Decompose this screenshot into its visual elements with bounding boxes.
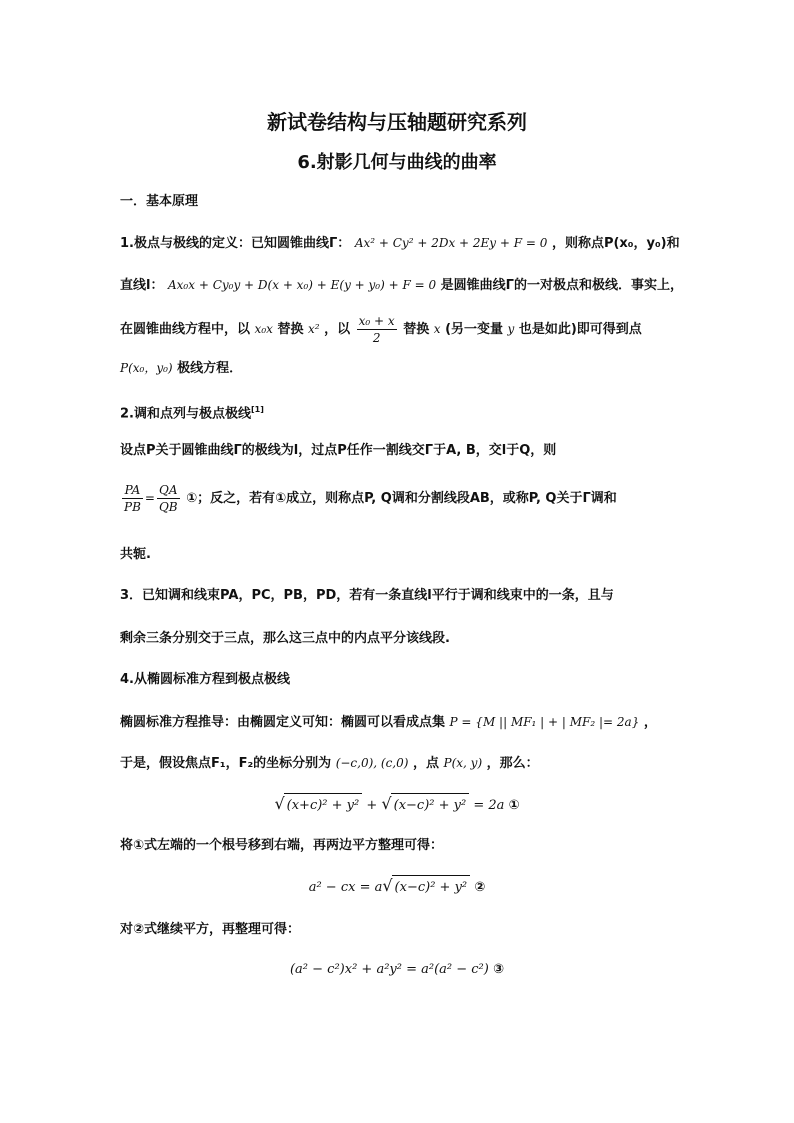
paragraph-2-line-2	[120, 480, 680, 517]
plus-sign: +	[366, 798, 378, 813]
fraction-denominator: 2	[372, 331, 381, 345]
p1-line3-g: x	[433, 322, 441, 336]
p1-line3-b: x₀x	[254, 322, 273, 336]
p4-line2-c: ，那么：	[486, 756, 539, 771]
equation-2	[0, 874, 794, 900]
sqrt-symbol: √	[382, 876, 393, 895]
ellipse-set-definition: P = {M || MF₁ | + | MF₂ |= 2a}	[449, 715, 640, 729]
fraction-denominator: QB	[158, 500, 178, 514]
p4-line1-b: ，	[643, 715, 657, 730]
p1-line3-j: 也是如此)即可得到点	[518, 322, 642, 337]
paragraph-3-line-1: 3．已知调和线束PA，PC，PB，PD，若有一条直线l平行于调和线束中的一条，且与	[120, 588, 614, 603]
paragraph-2-line-1: 设点P关于圆锥曲线Γ的极线为l，过点P任作一割线交Γ于A, B，交l于Q，则	[120, 443, 557, 458]
fraction-numerator: QA	[157, 482, 180, 499]
p2-heading: 2.调和点列与极点极线	[120, 406, 251, 422]
p1-line4-a: P(x₀，y₀)	[120, 361, 173, 375]
p1-line2-a: 直线l：	[120, 278, 164, 293]
p1-line3-d: x²	[307, 322, 320, 336]
paragraph-1-line-4	[120, 358, 680, 379]
fraction-qa-qb	[157, 482, 180, 515]
p1-line3-f: 替换	[403, 322, 430, 337]
document-title: 新试卷结构与压轴题研究系列	[267, 110, 527, 134]
section-heading: 一．基本原理	[120, 194, 199, 209]
p1-line2-b: 是圆锥曲线Γ的一对极点和极线．事实上，	[440, 278, 683, 293]
p1-line3-e: ，以	[324, 322, 351, 337]
paragraph-3-line-2: 剩余三条分别交于三点，那么这三点中的内点平分该线段.	[120, 631, 450, 646]
equation-1-rhs: = 2a	[473, 798, 505, 813]
equation-3-mark: ③	[492, 962, 504, 977]
radicand-1: (x+c)² + y²	[284, 793, 363, 818]
p1-equation: Ax² + Cy² + 2Dx + 2Ey + F = 0	[354, 236, 548, 250]
paragraph-1-line-1	[120, 233, 680, 254]
sqrt-symbol: √	[274, 794, 285, 813]
p1-line3-a: 在圆锥曲线方程中，以	[120, 322, 251, 337]
equation-3	[0, 958, 794, 982]
p1-heading: 1.极点与极线的定义：已知圆锥曲线Γ：	[120, 236, 351, 251]
equation-2-mark: ②	[474, 880, 486, 895]
paragraph-4-line-1	[120, 712, 680, 733]
fraction-numerator: PA	[122, 482, 143, 499]
equation-1	[0, 792, 794, 818]
fraction-pa-pb	[122, 482, 143, 515]
equation-3-body: (a² − c²)x² + a²y² = a²(a² − c²)	[289, 962, 489, 977]
equation-2-lhs: a² − cx = a	[308, 880, 383, 895]
reference-mark: [1]	[250, 405, 264, 414]
p2-line2-tail: ①；反之，若有①成立，则称点P, Q调和分割线段AB，或称P, Q关于Γ调和	[186, 491, 617, 506]
p4-line2-a: 于是，假设焦点F₁，F₂的坐标分别为	[120, 756, 332, 771]
p4-line1-a: 椭圆标准方程推导：由椭圆定义可知：椭圆可以看成点集	[120, 715, 446, 730]
paragraph-4-line-2	[120, 753, 680, 774]
sqrt-symbol: √	[381, 794, 392, 813]
p1-line3-h: (另一变量	[445, 322, 504, 337]
polar-line-equation: Ax₀x + Cy₀y + D(x + x₀) + E(y + y₀) + F = 0	[168, 278, 437, 292]
paragraph-1-line-2	[120, 275, 683, 296]
fraction-denominator: PB	[124, 500, 141, 514]
radicand-2: (x−c)² + y²	[391, 793, 470, 818]
paragraph-1-line-3	[120, 313, 680, 346]
paragraph-4-line-4: 对②式继续平方，再整理可得：	[120, 922, 301, 937]
p1-tail: ，则称点P(x₀，y₀)和	[551, 236, 680, 251]
focus-coordinates: (−c,0), (c,0)	[335, 756, 409, 770]
p4-line2-b: ，点	[412, 756, 439, 771]
p1-line3-c: 替换	[277, 322, 304, 337]
radicand: (x−c)² + y²	[392, 875, 471, 900]
p1-line3-i: y	[507, 322, 515, 336]
fraction-numerator: x₀ + x	[358, 314, 395, 328]
paragraph-2-heading	[120, 400, 680, 424]
point-p: P(x, y)	[443, 756, 483, 770]
equation-1-mark: ①	[508, 798, 520, 813]
equals-sign: =	[144, 491, 155, 505]
document-subtitle: 6.射影几何与曲线的曲率	[297, 152, 497, 173]
paragraph-2-line-3: 共轭.	[120, 547, 151, 562]
paragraph-4-heading: 4.从椭圆标准方程到极点极线	[120, 672, 290, 687]
p1-line4-b: 极线方程．	[177, 361, 243, 376]
paragraph-4-line-3: 将①式左端的一个根号移到右端，再两边平方整理可得：	[120, 838, 444, 853]
fraction	[357, 313, 397, 346]
